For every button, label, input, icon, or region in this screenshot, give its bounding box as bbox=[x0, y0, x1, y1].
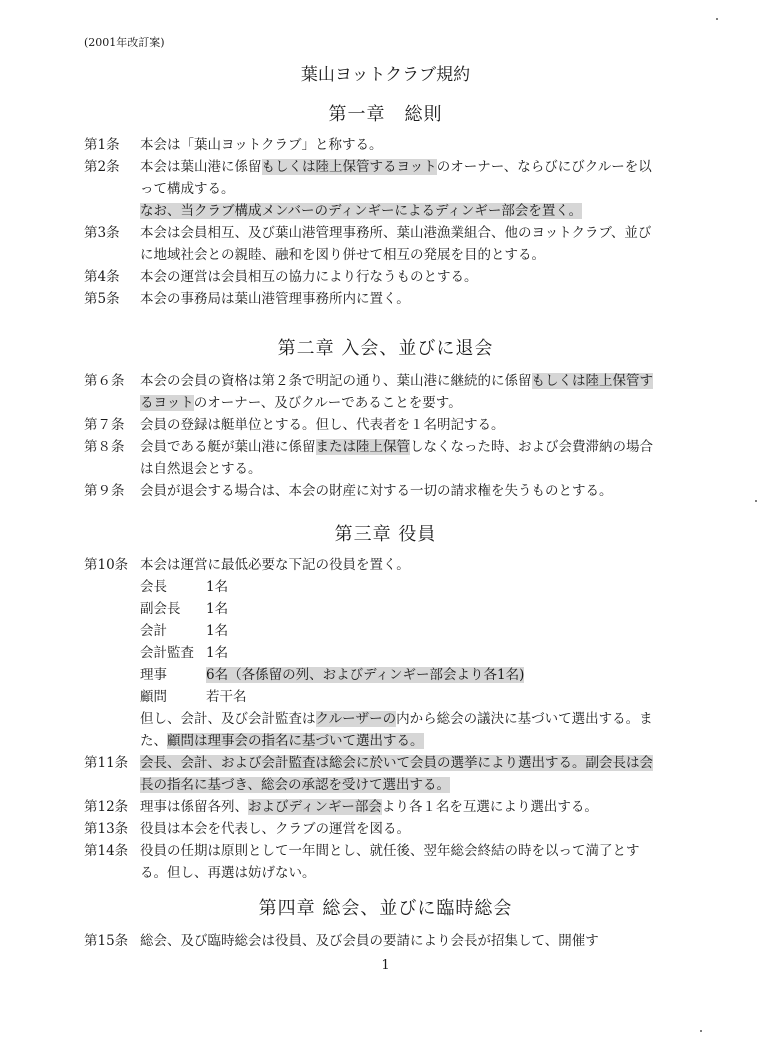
chapter-1-heading: 第一章 総則 bbox=[328, 104, 443, 125]
highlighted-amendment: 顧問は理事会の指名に基づいて選出する。 bbox=[167, 733, 424, 749]
article-text: 会員の登録は艇単位とする。但し、代表者を１名明記する。 bbox=[140, 417, 505, 433]
article-1 bbox=[84, 134, 664, 156]
article-text: 本会の事務局は葉山港管理事務所内に置く。 bbox=[140, 291, 410, 307]
article-number: 第６条 bbox=[84, 373, 125, 389]
highlighted-amendment: または陸上保管 bbox=[315, 439, 410, 455]
highlighted-amendment: およびディンギー部会 bbox=[248, 799, 382, 815]
highlighted-amendment: もしくは陸上保管するヨット bbox=[261, 159, 437, 175]
highlighted-amendment: クルーザーの bbox=[315, 711, 397, 727]
article-10 bbox=[84, 554, 664, 576]
article-3 bbox=[84, 222, 664, 266]
officer-role-row: 理事 6名（各係留の列、およびディンギー部会より各1名) bbox=[140, 667, 525, 683]
article-number: 第13条 bbox=[84, 821, 129, 837]
chapter-3-heading: 第三章 役員 bbox=[334, 524, 437, 545]
article-6 bbox=[84, 370, 664, 414]
scan-speck bbox=[755, 500, 757, 502]
article-number: 第９条 bbox=[84, 483, 125, 499]
article-text: 総会、及び臨時総会は役員、及び会員の要請により会長が招集して、開催す bbox=[140, 933, 599, 949]
document-title: 葉山ヨットクラブ規約 bbox=[300, 65, 471, 85]
article-2 bbox=[84, 156, 664, 222]
article-7 bbox=[84, 414, 664, 436]
highlighted-amendment: なお、当クラブ構成メンバーのディンギーによるディンギー部会を置く。 bbox=[140, 203, 583, 219]
highlighted-amendment: もしくは陸上保管するヨット bbox=[140, 373, 653, 411]
article-13 bbox=[84, 818, 664, 840]
officer-role-row: 会計 1名 bbox=[140, 623, 229, 639]
revision-tag: (2001年改訂案) bbox=[84, 36, 165, 49]
article-text: 本会は「葉山ヨットクラブ」と称する。 bbox=[140, 137, 383, 153]
article-number: 第1条 bbox=[84, 137, 120, 153]
scan-speck bbox=[700, 1030, 702, 1032]
article-number: 第10条 bbox=[84, 557, 129, 573]
article-text: 本会の運営は会員相互の協力により行なうものとする。 bbox=[140, 269, 478, 285]
article-number: 第2条 bbox=[84, 159, 120, 175]
article-text: 本会は葉山港に係留もしくは陸上保管するヨットのオーナー、ならびにびクルーを以って構成する。 なお、当クラブ構成メンバーのディンギーによるディンギー部会を置く。 bbox=[140, 159, 652, 219]
highlighted-amendment: 6名（各係留の列、およびディンギー部会より各1名) bbox=[206, 667, 525, 683]
article-10-note bbox=[84, 708, 664, 752]
article-text: 役員の任期は原則として一年間とし、就任後、翌年総会終結の時を以って満了とする。但し、再選は妨げない。 bbox=[140, 843, 640, 881]
article-5 bbox=[84, 288, 664, 310]
article-text: 本会は会員相互、及び葉山港管理事務所、葉山港漁業組合、他のヨットクラブ、並びに地域社会との親睦、融和を図り併せて相互の発展を目的とする。 bbox=[140, 225, 652, 263]
article-text: 会員である艇が葉山港に係留または陸上保管しなくなった時、および会費滞納の場合は自然退会とする。 bbox=[140, 439, 653, 477]
highlighted-amendment: 会長、会計、および会計監査は総会に於いて会員の選挙により選出する。副会長は会長の指名に基づき、総会の承認を受けて選出する。 bbox=[140, 755, 653, 793]
article-text: 理事は係留各列、およびディンギー部会より各１名を互選により選出する。 bbox=[140, 799, 598, 815]
article-11 bbox=[84, 752, 664, 796]
article-number: 第８条 bbox=[84, 439, 125, 455]
officer-role-row: 会長 1名 bbox=[140, 579, 229, 595]
article-14 bbox=[84, 840, 664, 884]
article-text bbox=[140, 752, 664, 796]
article-number: 第12条 bbox=[84, 799, 129, 815]
chapter-4-heading: 第四章 総会、並びに臨時総会 bbox=[258, 898, 513, 919]
article-number: 第11条 bbox=[84, 755, 129, 771]
scan-speck bbox=[716, 18, 718, 20]
article-15 bbox=[84, 930, 664, 952]
article-text: 但し、会計、及び会計監査はクルーザーの内から総会の議決に基づいて選出する。また、顧問は理事会の指名に基づいて選出する。 bbox=[140, 711, 653, 749]
article-number: 第14条 bbox=[84, 843, 129, 859]
article-number: 第3条 bbox=[84, 225, 120, 241]
chapter-2-heading: 第二章 入会、並びに退会 bbox=[277, 338, 494, 359]
article-number: 第７条 bbox=[84, 417, 125, 433]
officer-role-row: 会計監査 1名 bbox=[140, 645, 229, 661]
article-12 bbox=[84, 796, 664, 818]
article-text: 本会の会員の資格は第２条で明記の通り、葉山港に継続的に係留もしくは陸上保管するヨットのオーナー、及びクルーであることを要す。 bbox=[140, 373, 653, 411]
officer-role-row: 顧問 若干名 bbox=[140, 689, 247, 705]
article-8 bbox=[84, 436, 664, 480]
officer-role-row: 副会長 1名 bbox=[140, 601, 229, 617]
article-text: 会員が退会する場合は、本会の財産に対する一切の請求権を失うものとする。 bbox=[140, 483, 613, 499]
article-4 bbox=[84, 266, 664, 288]
article-number: 第4条 bbox=[84, 269, 120, 285]
article-text: 本会は運営に最低必要な下記の役員を置く。 bbox=[140, 557, 410, 573]
article-text: 役員は本会を代表し、クラブの運営を図る。 bbox=[140, 821, 410, 837]
page-number: 1 bbox=[381, 958, 390, 973]
article-number: 第15条 bbox=[84, 933, 129, 949]
article-number: 第5条 bbox=[84, 291, 120, 307]
article-9 bbox=[84, 480, 664, 502]
